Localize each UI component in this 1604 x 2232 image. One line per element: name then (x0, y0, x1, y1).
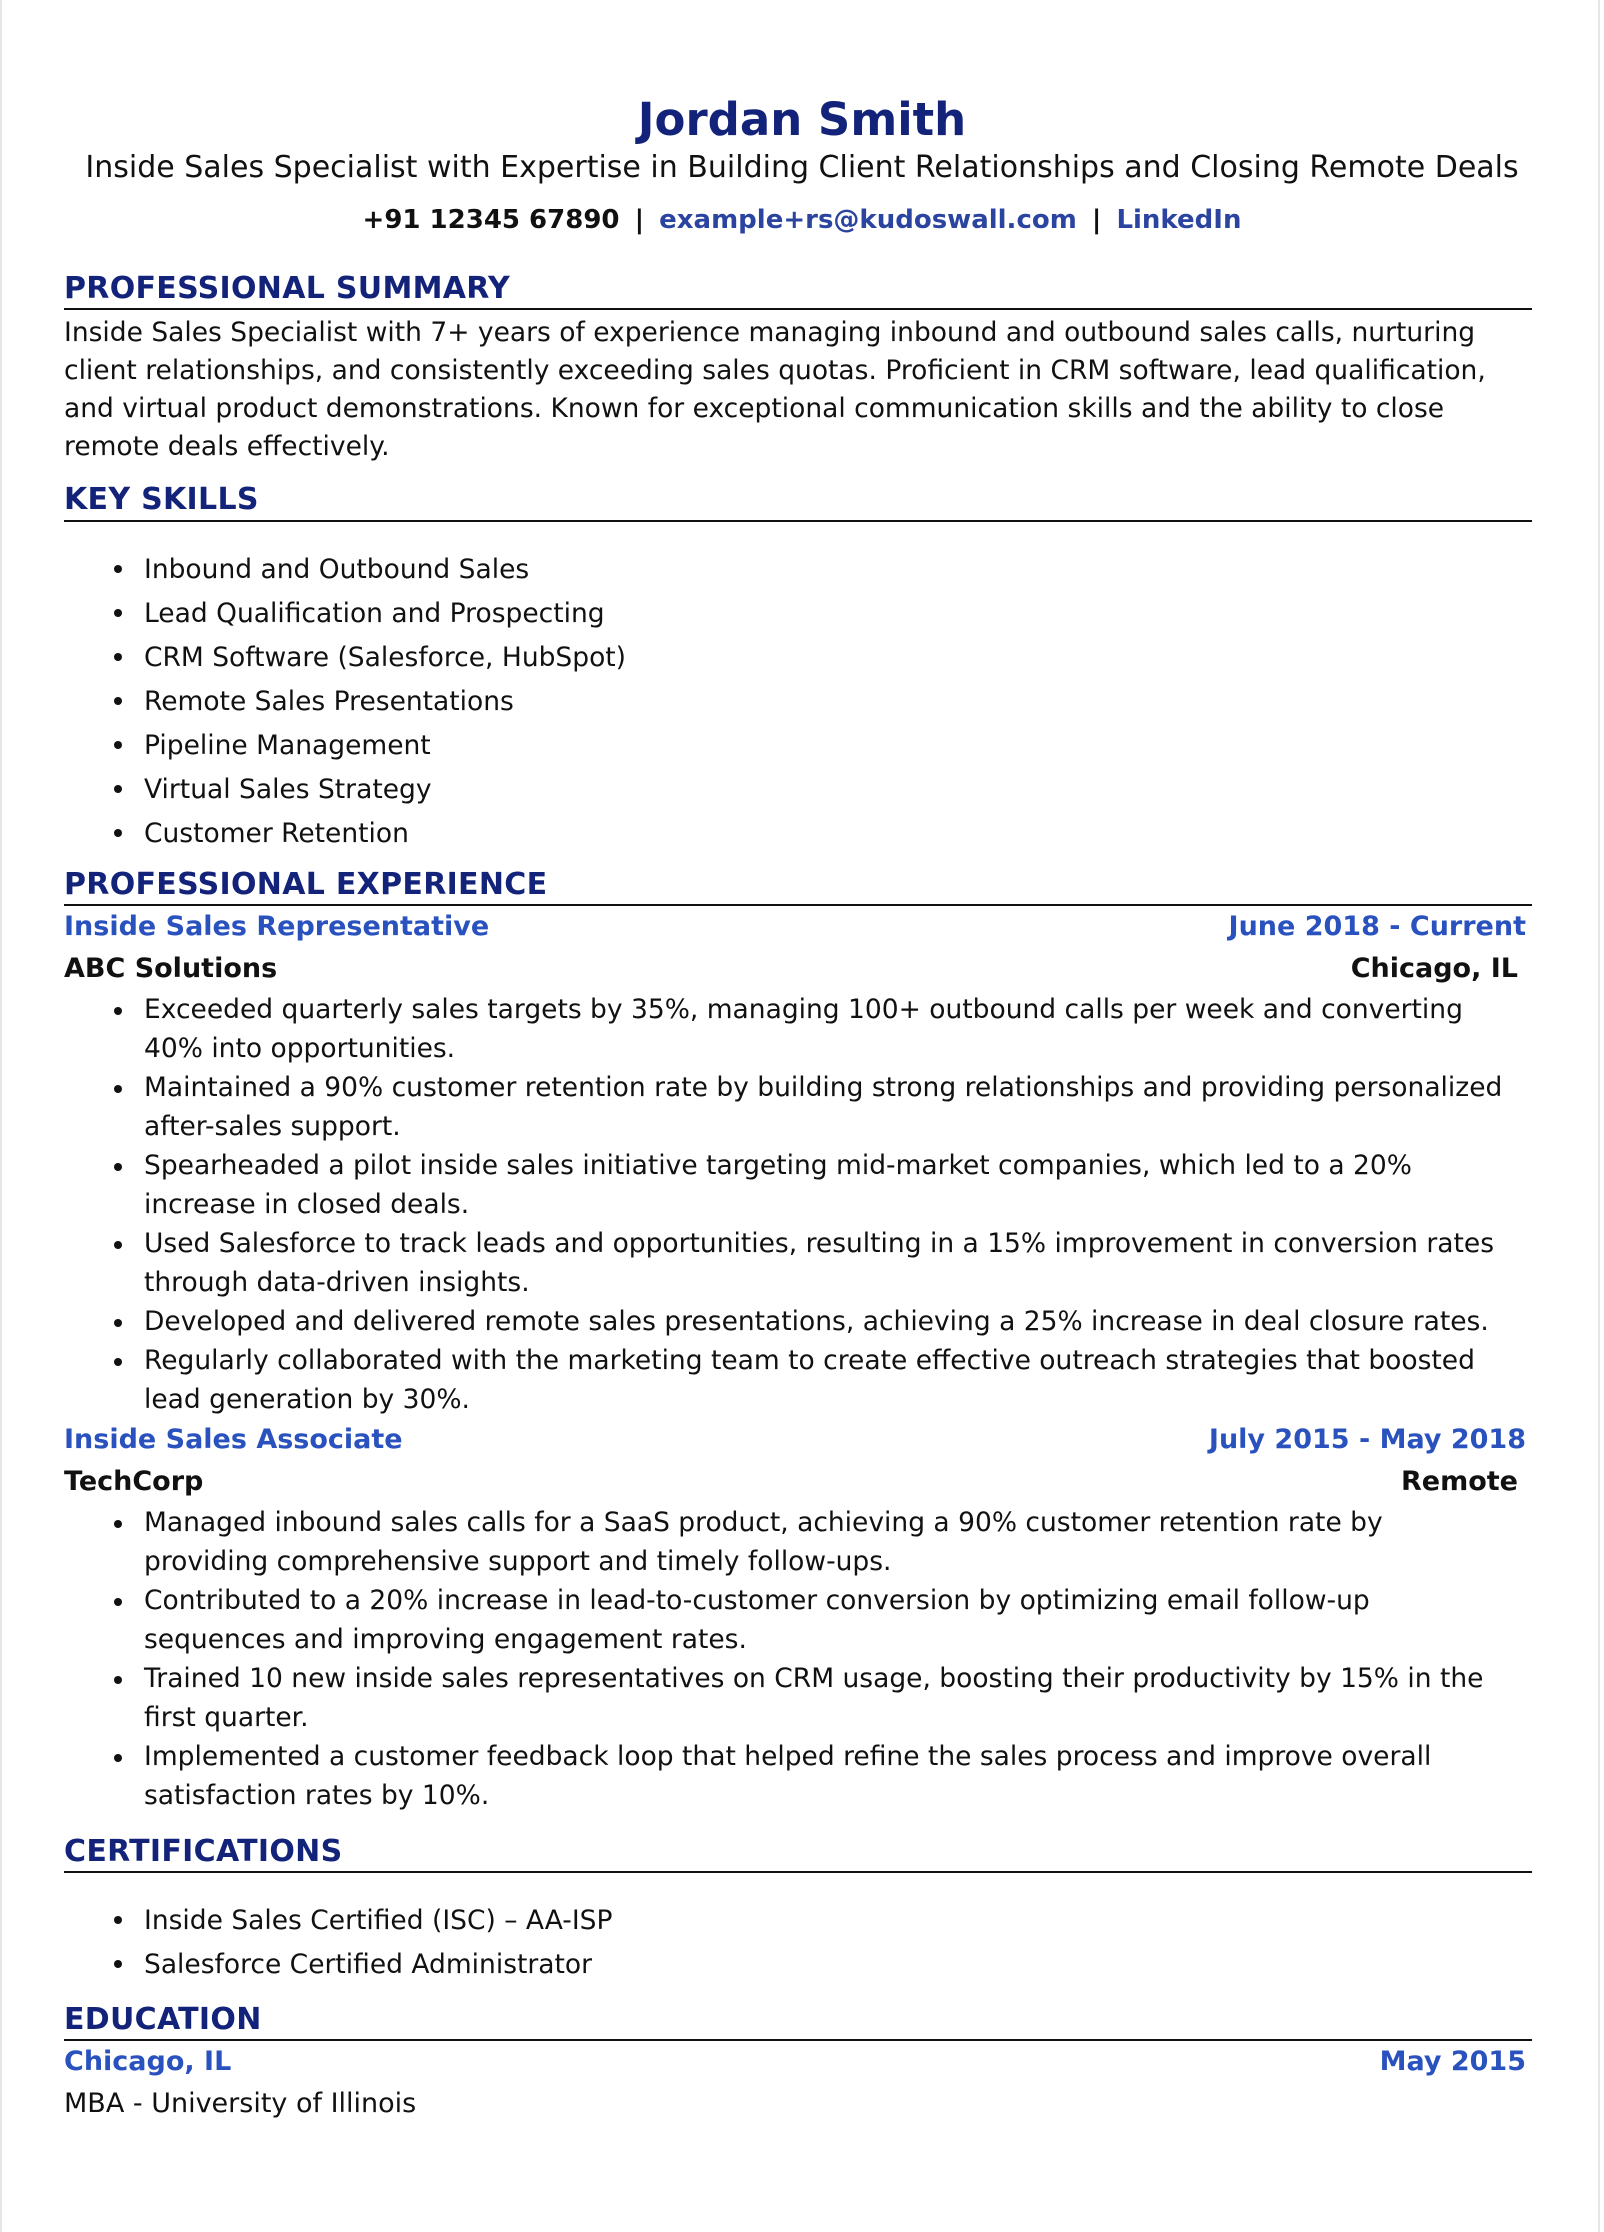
section-title-education: EDUCATION (64, 2001, 1532, 2041)
education-location: Chicago, IL (64, 2046, 232, 2077)
education-header (64, 2041, 1532, 2083)
list-item: Contributed to a 20% increase in lead-to-customer conversion by optimizing email follow-up sequences and improving engagement rates. (64, 1581, 1532, 1659)
job-bullets (64, 990, 1532, 1419)
list-item: Implemented a customer feedback loop that helped refine the sales process and improve overall satisfaction rates by 10%. (64, 1737, 1532, 1815)
experience-section (64, 866, 1532, 1815)
list-item: Remote Sales Presentations (64, 680, 1532, 724)
skills-list (64, 548, 1532, 856)
job-title: Inside Sales Representative (64, 911, 490, 942)
list-item: Salesforce Certified Administrator (64, 1943, 1532, 1987)
list-item: Managed inbound sales calls for a SaaS product, achieving a 90% customer retention rate by providing comprehensive support and timely follow-ups. (64, 1503, 1532, 1581)
company-row (64, 948, 1532, 990)
job-entry (64, 1419, 1532, 1815)
job-bullets (64, 1503, 1532, 1815)
company-name: ABC Solutions (64, 953, 278, 984)
list-item: Spearheaded a pilot inside sales initiative targeting mid-market companies, which led to a 20% increase in closed deals. (64, 1146, 1532, 1224)
section-title-skills: KEY SKILLS (64, 480, 1532, 522)
job-header (64, 906, 1532, 948)
list-item: Used Salesforce to track leads and opportunities, resulting in a 15% improvement in conversion rates through data-driven insights. (64, 1224, 1532, 1302)
certifications-list (64, 1899, 1532, 1987)
company-row (64, 1461, 1532, 1503)
phone-number: +91 12345 67890 (362, 205, 620, 235)
list-item: Regularly collaborated with the marketing team to create effective outreach strategies that boosted lead generation by 30%. (64, 1341, 1532, 1419)
list-item: Inbound and Outbound Sales (64, 548, 1532, 592)
email-link[interactable]: example+rs@kudoswall.com (659, 205, 1077, 235)
candidate-name: Jordan Smith (637, 93, 967, 146)
resume-header (0, 92, 1604, 238)
resume-body (64, 270, 1532, 2125)
list-item: Virtual Sales Strategy (64, 768, 1532, 812)
education-date: May 2015 (1379, 2046, 1526, 2077)
job-dates: July 2015 - May 2018 (1208, 1424, 1526, 1455)
linkedin-link[interactable]: LinkedIn (1116, 205, 1242, 235)
certifications-section (64, 1833, 1532, 1987)
job-title: Inside Sales Associate (64, 1424, 403, 1455)
education-section (64, 2001, 1532, 2125)
separator: | (634, 205, 645, 235)
job-entry (64, 906, 1532, 1419)
contact-line (0, 202, 1604, 238)
list-item: Exceeded quarterly sales targets by 35%, managing 100+ outbound calls per week and converting 40% into opportunities. (64, 990, 1532, 1068)
company-name: TechCorp (64, 1466, 204, 1497)
separator: | (1091, 205, 1102, 235)
skills-section (64, 480, 1532, 856)
list-item: CRM Software (Salesforce, HubSpot) (64, 636, 1532, 680)
job-location: Chicago, IL (1350, 953, 1518, 984)
list-item: Lead Qualification and Prospecting (64, 592, 1532, 636)
section-title-summary: PROFESSIONAL SUMMARY (64, 270, 1532, 310)
list-item: Inside Sales Certified (ISC) – AA-ISP (64, 1899, 1532, 1943)
section-title-certifications: CERTIFICATIONS (64, 1833, 1532, 1873)
degree: MBA - University of Illinois (64, 2088, 417, 2119)
list-item: Customer Retention (64, 812, 1532, 856)
job-header (64, 1419, 1532, 1461)
list-item: Developed and delivered remote sales presentations, achieving a 25% increase in deal closure rates. (64, 1302, 1532, 1341)
list-item: Pipeline Management (64, 724, 1532, 768)
job-location: Remote (1400, 1466, 1518, 1497)
job-dates: June 2018 - Current (1228, 911, 1526, 942)
summary-section (64, 270, 1532, 466)
list-item: Maintained a 90% customer retention rate by building strong relationships and providing personalized after-sales support. (64, 1068, 1532, 1146)
section-title-experience: PROFESSIONAL EXPERIENCE (64, 866, 1532, 906)
list-item: Trained 10 new inside sales representatives on CRM usage, boosting their productivity by 15% in the first quarter. (64, 1659, 1532, 1737)
summary-text: Inside Sales Specialist with 7+ years of experience managing inbound and outbound sales calls, nurturing client relationships, and consistently exceeding sales quotas. Proficient in CRM software, lead qualification, and virtual product demonstrations. Known for exceptional communication skills and the ability to close remote deals effectively. (64, 317, 1486, 462)
headline: Inside Sales Specialist with Expertise in Building Client Relationships and Closing Remote Deals (85, 150, 1519, 185)
